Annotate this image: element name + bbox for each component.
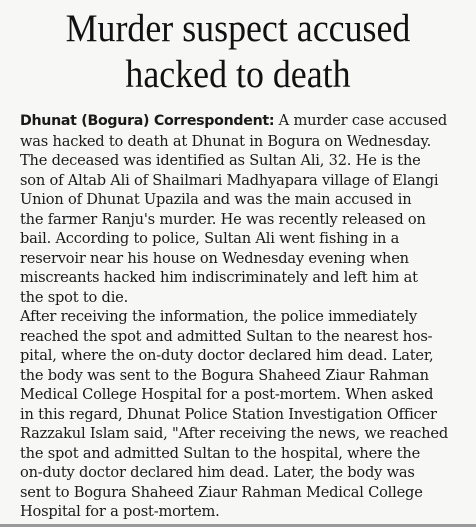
paragraph-1-line: was hacked to death at Dhunat in Bogura on Wednesday. xyxy=(20,132,432,150)
paragraph-2-line: Razzakul Islam said, "After receiving the news, we reached xyxy=(20,425,448,442)
paragraph-2-line: the body was sent to the Bogura Shaheed Ziaur Rahman xyxy=(20,366,429,384)
headline-line-2: hacked to death xyxy=(125,53,351,96)
paragraph-2-line: After receiving the information, the police immediately xyxy=(20,308,418,325)
headline xyxy=(19,6,457,98)
paragraph-1-line: bail. According to police, Sultan Ali went fishing in a xyxy=(20,230,400,247)
paragraph-2-line: sent to Bogura Shaheed Ziaur Rahman Medical College xyxy=(20,483,423,501)
paragraph-2-line: the spot and admitted Sultan to the hospital, where the xyxy=(20,444,421,462)
paragraph-1-line: son of Altab Ali of Shailmari Madhyapara village of Elangi xyxy=(20,171,439,189)
paragraph-1-line: Union of Dhunat Upazila and was the main accused in xyxy=(20,191,412,208)
paragraph-2-line: Hospital for a post-mortem. xyxy=(20,503,220,520)
paragraph-2-line: Medical College Hospital for a post-mortem. When asked xyxy=(20,386,434,403)
headline-line-1: Murder suspect accused xyxy=(65,7,411,50)
paragraph-2-line: on-duty doctor declared him dead. Later, the body was xyxy=(20,464,415,481)
paragraph-2-line: reached the spot and admitted Sultan to the nearest hos- xyxy=(20,327,433,345)
article-first-line xyxy=(20,111,468,132)
paragraph-2-line: pital, where the on-duty doctor declared him dead. Later, xyxy=(20,347,434,364)
paragraph-1-line: the spot to die. xyxy=(20,288,129,306)
paragraph-2-line: in this regard, Dhunat Police Station Investigation Officer xyxy=(20,405,437,423)
paragraph-1-line: the farmer Ranju's murder. He was recently released on xyxy=(20,210,426,228)
paragraph-1-line: The deceased was identified as Sultan Ali, 32. He is the xyxy=(20,152,421,169)
article-body xyxy=(20,111,468,522)
paragraph-1-line: reservoir near his house on Wednesday evening when xyxy=(20,249,409,267)
byline: Dhunat (Bogura) Correspondent: xyxy=(20,113,275,129)
paragraph-1-line: miscreants hacked him indiscriminately and left him at xyxy=(20,269,418,286)
paragraph-1-opening: A murder case accused xyxy=(274,112,448,129)
